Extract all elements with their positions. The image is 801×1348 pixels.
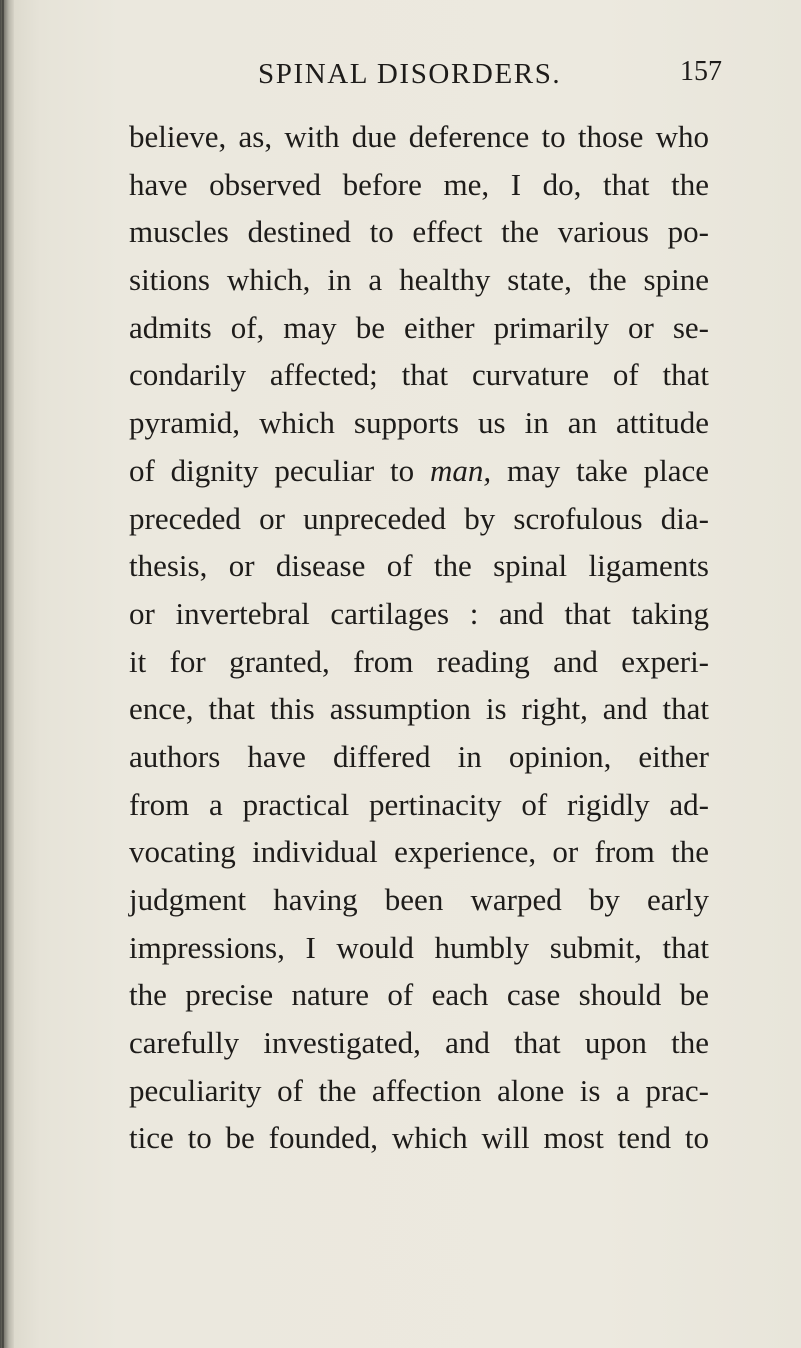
body-paragraph	[129, 113, 709, 1162]
text-line: condarily affected; that curvature of that	[129, 357, 709, 393]
text-line: thesis, or disease of the spinal ligaments	[129, 548, 709, 584]
text-line: muscles destined to effect the various po-	[129, 214, 709, 250]
running-head-title: SPINAL DISORDERS.	[258, 58, 562, 90]
text-segment: may take place	[506, 452, 710, 488]
text-line: carefully investigated, and that upon the	[129, 1025, 709, 1061]
text-line-with-italic	[129, 447, 709, 495]
text-line: or invertebral cartilages : and that taking	[129, 595, 709, 631]
text-line: judgment having been warped by early	[129, 882, 709, 917]
text-line: vocating individual experience, or from the	[129, 834, 709, 870]
page-gutter-shadow	[0, 0, 14, 1348]
page-number: 157	[680, 56, 722, 87]
text-line: pyramid, which supports us in an attitude	[129, 405, 709, 441]
text-segment: of dignity peculiar to	[129, 452, 415, 488]
text-line: the precise nature of each case should be	[129, 977, 709, 1013]
text-line: have observed before me, I do, that the	[129, 166, 709, 202]
text-line: sitions which, in a healthy state, the spine	[129, 262, 709, 298]
text-line: peculiarity of the affection alone is a prac-	[129, 1072, 709, 1108]
text-line: admits of, may be either primarily or se-	[129, 309, 709, 345]
text-line: it for granted, from reading and experi-	[129, 643, 709, 679]
italic-word: man,	[429, 452, 492, 488]
text-line: believe, as, with due deference to those who	[129, 119, 709, 154]
binding-edge	[2, 0, 4, 1348]
text-line: authors have differed in opinion, either	[129, 738, 709, 774]
text-line: impressions, I would humbly submit, that	[129, 929, 709, 965]
text-line: tice to be founded, which will most tend to	[129, 1120, 709, 1156]
running-head	[0, 52, 801, 92]
text-line: preceded or unpreceded by scrofulous dia-	[129, 500, 709, 536]
text-line: from a practical pertinacity of rigidly ad-	[129, 786, 709, 822]
text-line: ence, that this assumption is right, and that	[129, 691, 709, 727]
